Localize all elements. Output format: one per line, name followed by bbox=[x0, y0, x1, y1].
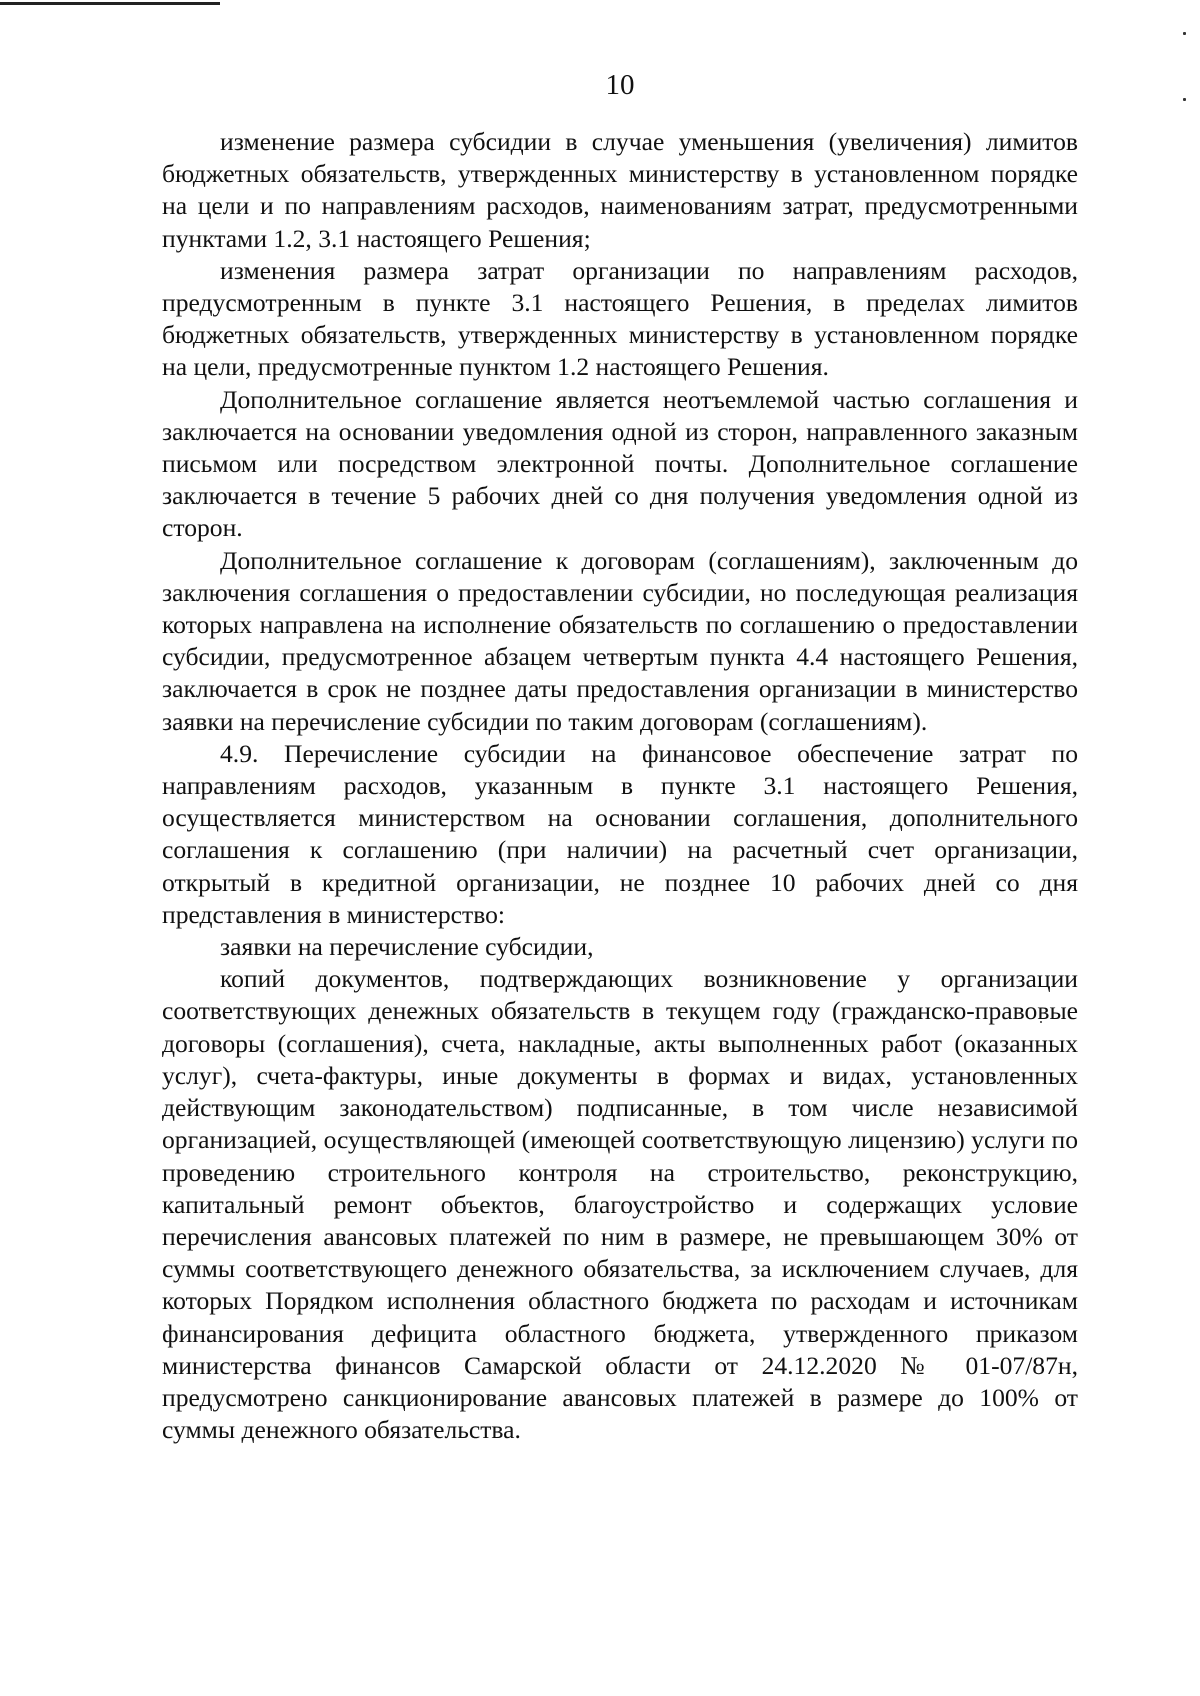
scan-speck bbox=[1183, 98, 1186, 101]
paragraph: Дополнительное соглашение к договорам (соглашениям), заключенным до заключения соглашения о предоставлении субсидии, но последующая реализация которых направлена на исполнение обязательств по соглашению о предоставлении субсидии, предусмотренное абзацем четвертым пункта 4.4 настоящего Решения, заключается в срок не позднее даты предоставления организации в министерство заявки на перечисление субсидии по таким договорам (соглашениям). bbox=[162, 545, 1078, 736]
scan-speck bbox=[1183, 32, 1186, 35]
paragraph: изменения размера затрат организации по направлениям расходов, предусмотренным в пункте 3.1 настоящего Решения, в пределах лимитов бюджетных обязательств, утвержденных министерству в установленном порядке на цели, предусмотренные пунктом 1.2 настоящего Решения. bbox=[162, 255, 1078, 382]
paragraph-clause-4-9: 4.9. Перечисление субсидии на финансовое обеспечение затрат по направлениям расходов, указанным в пункте 3.1 настоящего Решения, осуществляется министерством на основании соглашения, дополнительного соглашения к соглашению (при наличии) на расчетный счет организации, открытый в кредитной организации, не позднее 10 рабочих дней со дня представления в министерство: bbox=[162, 738, 1078, 929]
scan-edge-line bbox=[0, 2, 220, 5]
page-number: 10 bbox=[605, 69, 635, 101]
paragraph: копий документов, подтверждающих возникновение у организации соответствующих денежных обязательств в текущем году (гражданско-правовые договоры (соглашения), счета, накладные, акты выполненных работ (оказанных услуг), счета-фактуры, иные документы в формах и видах, установленных действующим законодательством) подписанные, в том числе независимой организацией, осуществляющей (имеющей соответствующую лицензию) услуги по проведению строительного контроля на строительство, реконструкцию, капитальный ремонт объектов, благоустройство и содержащих условие перечисления авансовых платежей по ним в размере, не превышающем 30% от суммы соответствующего денежного обязательства, за исключением случаев, для которых Порядком исполнения областного бюджета по расходам и источникам финансирования дефицита областного бюджета, утвержденного приказом министерства финансов Самарской области от 24.12.2020 № 01-07/87н, предусмотрено санкционирование авансовых платежей в размере до 100% от суммы денежного обязательства. bbox=[162, 964, 1078, 1445]
document-page bbox=[162, 66, 1078, 1446]
paragraph: Дополнительное соглашение является неотъемлемой частью соглашения и заключается на основании уведомления одной из сторон, направленного заказным письмом или посредством электронной почты. Дополнительное соглашение заключается в течение 5 рабочих дней со дня получения уведомления одной из сторон. bbox=[162, 384, 1078, 543]
paragraph: заявки на перечисление субсидии, bbox=[220, 932, 594, 962]
paragraph: изменение размера субсидии в случае уменьшения (увеличения) лимитов бюджетных обязательств, утвержденных министерству в установленном порядке на цели и по направлениям расходов, наименованиям затрат, предусмотренными пунктами 1.2, 3.1 настоящего Решения; bbox=[162, 127, 1078, 253]
